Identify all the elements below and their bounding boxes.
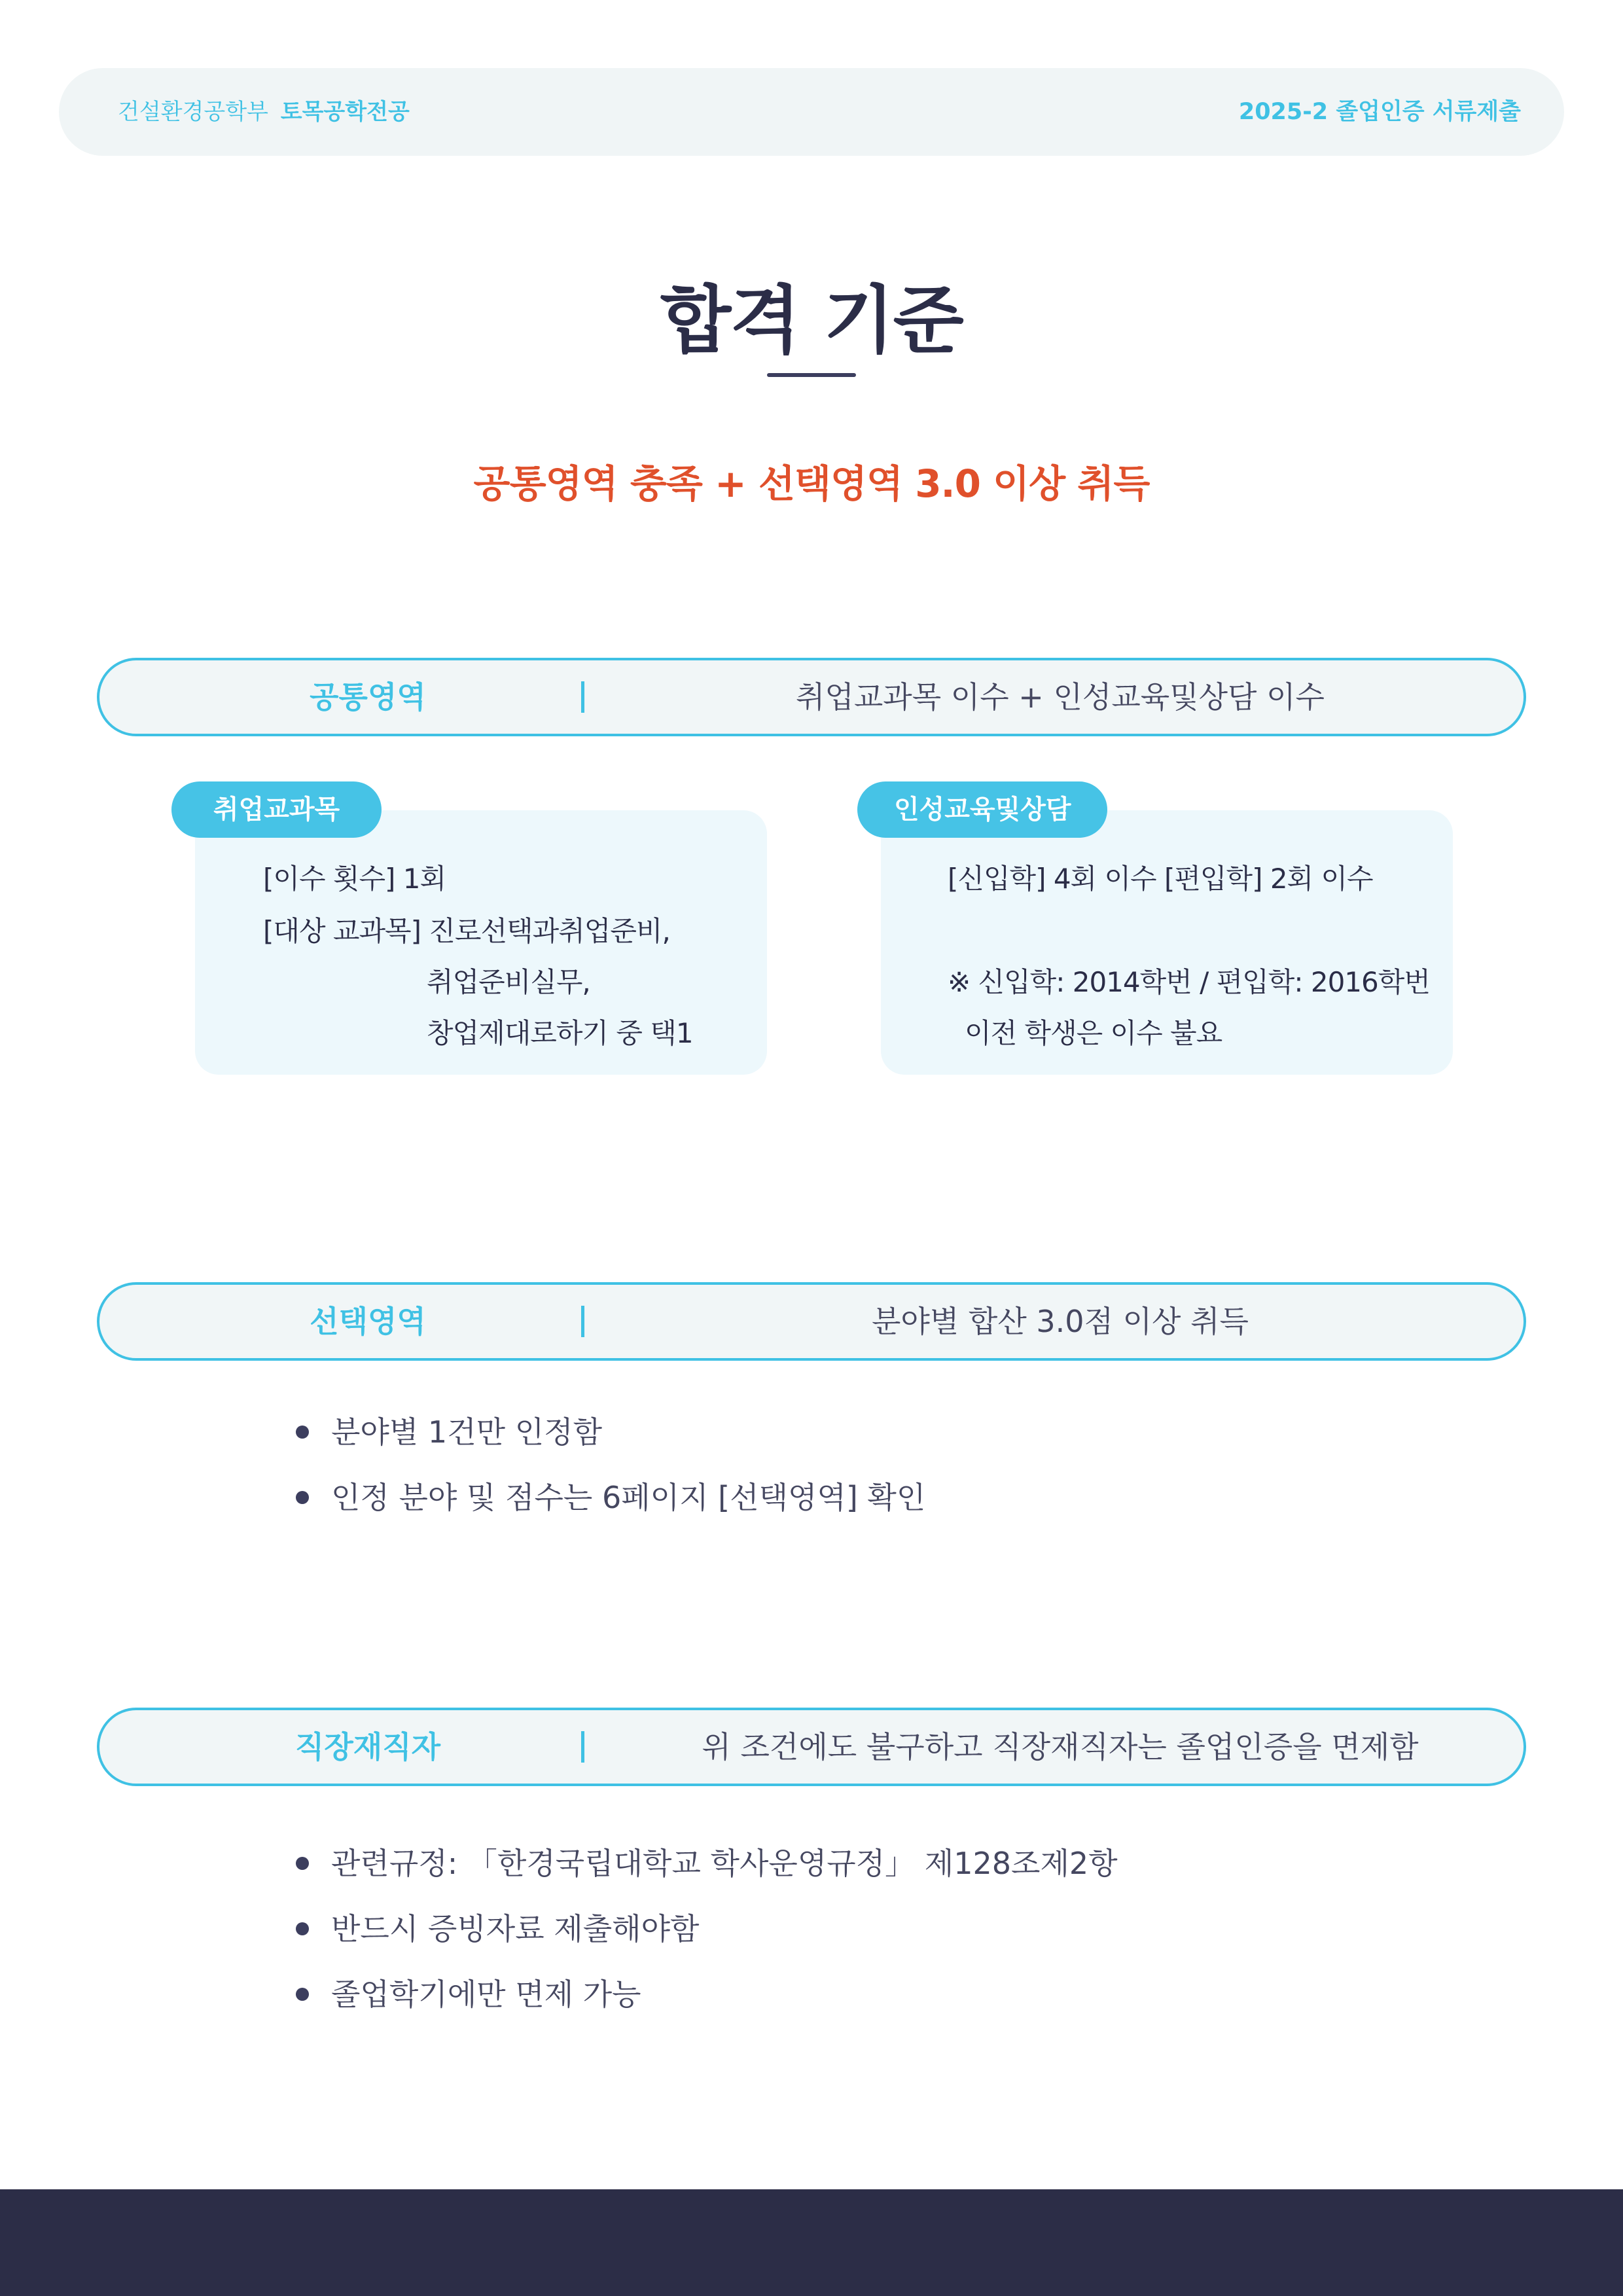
pill-separator <box>581 1731 584 1763</box>
bullet-text: 반드시 증빙자료 제출해야함 <box>331 1911 700 1946</box>
bullet-icon <box>296 1988 309 2001</box>
employed-area-description: 위 조건에도 불구하고 직장재직자는 졸업인증을 면제함 <box>702 1729 1419 1765</box>
bullet-icon <box>296 1491 309 1504</box>
bullet-icon <box>296 1426 309 1439</box>
footer-band <box>0 2189 1623 2296</box>
header-department-major <box>118 68 410 156</box>
card-line: ※ 신입학: 2014학번 / 편입학: 2016학번 <box>948 966 1430 998</box>
elective-area-label: 선택영역 <box>310 1304 426 1339</box>
employed-area-pill <box>97 1708 1526 1786</box>
bullet-text: 인정 분야 및 점수는 6페이지 [선택영역] 확인 <box>331 1480 926 1515</box>
header-right-label: 2025-2 졸업인증 서류제출 <box>1238 99 1521 125</box>
list-item <box>296 1465 925 1530</box>
card-line: 창업제대로하기 중 택1 <box>427 1017 693 1049</box>
card-line: [신입학] 4회 이수 [편입학] 2회 이수 <box>948 863 1373 895</box>
employed-bullet-list <box>296 1831 1118 2027</box>
list-item <box>296 1896 1118 1962</box>
common-area-pill <box>97 658 1526 736</box>
page-title: 합격 기준 <box>660 278 963 363</box>
list-item <box>296 1831 1118 1896</box>
list-item <box>296 1962 1118 2027</box>
card-line: [대상 교과목] 진로선택과취업준비, <box>263 915 670 947</box>
header-department: 건설환경공학부 <box>118 99 268 125</box>
elective-area-description: 분야별 합산 3.0점 이상 취득 <box>871 1304 1249 1339</box>
list-item <box>296 1399 925 1465</box>
bullet-icon <box>296 1857 309 1870</box>
card-line: 취업준비실무, <box>427 966 590 998</box>
bullet-text: 관련규정: 「한경국립대학교 학사운영규정」 제128조제2항 <box>331 1846 1118 1881</box>
title-underline <box>767 373 856 377</box>
elective-area-pill <box>97 1282 1526 1361</box>
card-tag-character-counseling: 인성교육및상담 <box>857 781 1107 838</box>
employed-area-label: 직장재직자 <box>294 1729 441 1765</box>
bullet-icon <box>296 1922 309 1935</box>
bullet-text: 분야별 1건만 인정함 <box>331 1414 602 1450</box>
header-major: 토목공학전공 <box>280 99 410 125</box>
header-bar <box>59 68 1564 156</box>
common-area-description: 취업교과목 이수 + 인성교육및상담 이수 <box>795 679 1325 715</box>
pill-separator <box>581 681 584 713</box>
common-area-label: 공통영역 <box>310 679 426 715</box>
card-line: [이수 횟수] 1회 <box>263 863 446 895</box>
pill-separator <box>581 1306 584 1337</box>
card-line: 이전 학생은 이수 불요 <box>965 1017 1222 1049</box>
card-tag-employment-course: 취업교과목 <box>171 781 382 838</box>
page-subtitle: 공통영역 충족 + 선택영역 3.0 이상 취득 <box>473 461 1150 506</box>
elective-bullet-list <box>296 1399 925 1530</box>
bullet-text: 졸업학기에만 면제 가능 <box>331 1977 641 2012</box>
